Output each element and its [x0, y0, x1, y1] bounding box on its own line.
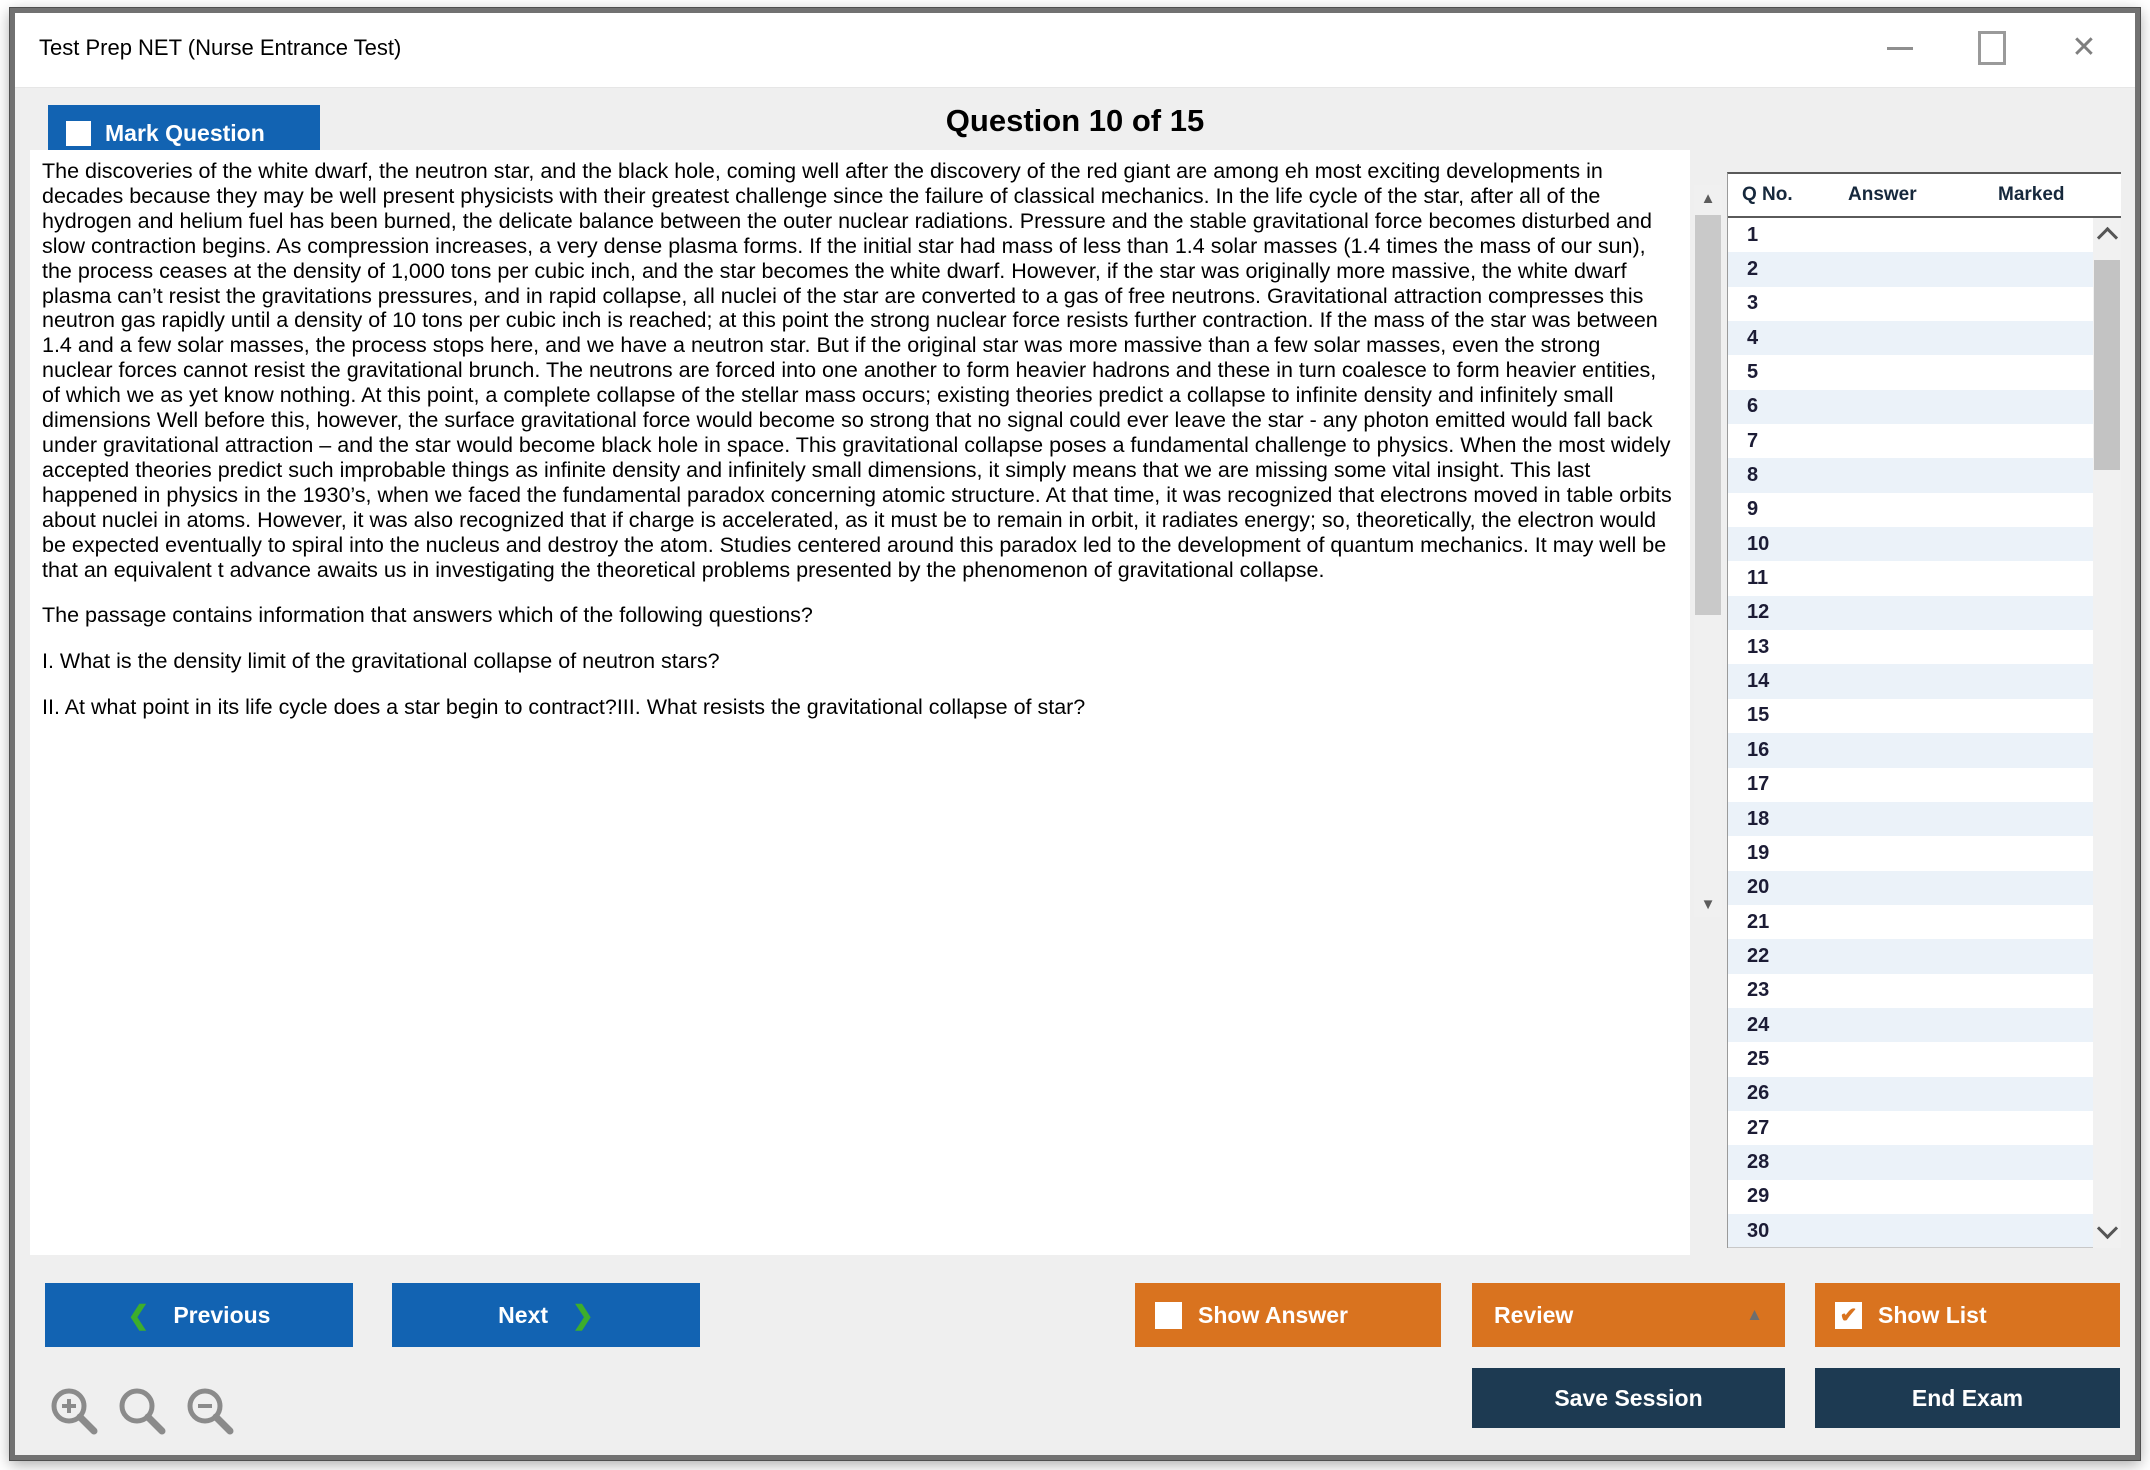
question-number: 12	[1747, 601, 1770, 624]
column-header-qno: Q No.	[1742, 184, 1793, 205]
question-row[interactable]	[1728, 1111, 2093, 1145]
question-number: 20	[1747, 876, 1770, 899]
question-number: 5	[1747, 361, 1759, 384]
question-number: 28	[1747, 1150, 1770, 1173]
question-row[interactable]	[1728, 287, 2093, 321]
question-number: 3	[1747, 292, 1759, 315]
question-number: 27	[1747, 1116, 1770, 1139]
question-number: 1	[1747, 223, 1759, 246]
scroll-down-icon[interactable]: ▼	[1700, 895, 1716, 913]
window-controls	[1883, 31, 2101, 65]
question-number: 13	[1747, 635, 1770, 658]
question-number: 8	[1747, 464, 1759, 487]
close-icon: ✕	[2071, 31, 2097, 64]
question-row[interactable]	[1728, 355, 2093, 389]
question-number: 23	[1747, 979, 1770, 1002]
question-row[interactable]	[1728, 1214, 2093, 1248]
title-bar	[15, 13, 2135, 88]
maximize-button[interactable]	[1975, 31, 2009, 65]
close-button[interactable]	[2067, 31, 2101, 65]
question-row[interactable]	[1728, 1042, 2093, 1076]
save-session-label: Save Session	[1554, 1384, 1703, 1411]
show-list-checkbox[interactable]	[1835, 1302, 1862, 1329]
question-list-body	[1728, 218, 2093, 1248]
question-list-panel	[1727, 172, 2121, 1248]
question-list-scrollbar-thumb[interactable]	[2094, 260, 2120, 470]
minimize-button[interactable]	[1883, 31, 1917, 65]
previous-button[interactable]	[45, 1283, 353, 1347]
question-row[interactable]	[1728, 1008, 2093, 1042]
window-title: Test Prep NET (Nurse Entrance Test)	[39, 35, 402, 60]
question-number: 10	[1747, 532, 1770, 555]
checkmark-icon: ✔	[1839, 1303, 1858, 1327]
question-row[interactable]	[1728, 836, 2093, 870]
question-row[interactable]	[1728, 939, 2093, 973]
scroll-down-icon[interactable]	[2097, 1218, 2118, 1239]
magnifier-icon[interactable]	[116, 1385, 168, 1437]
scroll-up-icon[interactable]: ▲	[1700, 189, 1716, 207]
zoom-toolbar	[48, 1385, 236, 1437]
question-number: 6	[1747, 395, 1759, 418]
question-row[interactable]	[1728, 252, 2093, 286]
show-list-label: Show List	[1878, 1301, 1987, 1328]
save-session-button[interactable]	[1472, 1368, 1785, 1428]
question-row[interactable]	[1728, 802, 2093, 836]
caret-up-icon: ▲	[1746, 1305, 1763, 1324]
question-number: 9	[1747, 498, 1759, 521]
question-row[interactable]	[1728, 1145, 2093, 1179]
column-header-answer: Answer	[1848, 184, 1917, 205]
show-answer-checkbox[interactable]	[1155, 1302, 1182, 1329]
question-row[interactable]	[1728, 527, 2093, 561]
question-row[interactable]	[1728, 630, 2093, 664]
maximize-icon	[1978, 31, 2006, 65]
previous-label: Previous	[173, 1301, 271, 1328]
question-row[interactable]	[1728, 493, 2093, 527]
show-list-button[interactable]	[1815, 1283, 2120, 1347]
question-row[interactable]	[1728, 218, 2093, 252]
question-list-scrollbar[interactable]	[2093, 218, 2121, 1248]
app-window	[10, 8, 2140, 1460]
question-row[interactable]	[1728, 596, 2093, 630]
question-row[interactable]	[1728, 390, 2093, 424]
question-number: 14	[1747, 670, 1770, 693]
review-button[interactable]	[1472, 1283, 1785, 1347]
next-button[interactable]	[392, 1283, 700, 1347]
question-number: 15	[1747, 704, 1770, 727]
question-row[interactable]	[1728, 321, 2093, 355]
question-number: 24	[1747, 1013, 1770, 1036]
question-number: 30	[1747, 1219, 1770, 1242]
question-item-1: I. What is the density limit of the gravitational collapse of neutron stars?	[42, 649, 720, 674]
question-row[interactable]	[1728, 561, 2093, 595]
question-row[interactable]	[1728, 1077, 2093, 1111]
show-answer-button[interactable]	[1135, 1283, 1441, 1347]
passage-scrollbar-thumb[interactable]	[1695, 215, 1721, 615]
question-row[interactable]	[1728, 664, 2093, 698]
question-row[interactable]	[1728, 458, 2093, 492]
question-row[interactable]	[1728, 733, 2093, 767]
next-label: Next	[498, 1301, 549, 1328]
question-row[interactable]	[1728, 424, 2093, 458]
question-number: 19	[1747, 841, 1770, 864]
zoom-out-icon[interactable]	[184, 1385, 236, 1437]
passage-scrollbar[interactable]	[1694, 185, 1722, 917]
question-number: 22	[1747, 944, 1770, 967]
question-number: 16	[1747, 738, 1770, 761]
chevron-left-icon: ❮	[127, 1299, 150, 1330]
minimize-icon	[1887, 47, 1913, 50]
question-row[interactable]	[1728, 974, 2093, 1008]
question-number: 25	[1747, 1047, 1770, 1070]
question-number: 18	[1747, 807, 1770, 830]
zoom-in-icon[interactable]	[48, 1385, 100, 1437]
question-number: 11	[1747, 567, 1769, 590]
question-number: 26	[1747, 1082, 1770, 1105]
passage-paragraph: The discoveries of the white dwarf, the neutron star, and the black hole, coming well after the discovery of the red giant are among eh most exciting developments in decades because they may be well present physicists with their greatest challenge since the failure of classical mechanics. In the life cycle of the star, after all of the hydrogen and helium fuel has been burned, the delicate balance between the outer nuclear radiations. Pressure and the stable gravitational force becomes disturbed and slow contraction begins. As compression increases, a very dense plasma forms. If the initial star had mass of less than 1.4 solar masses (1.4 times the mass of our sun), the process ceases at the density of 1,000 tons per cubic inch, and the star becomes the white dwarf. However, if the star was originally more massive, the white dwarf plasma can’t resist the gravitations pressures, and in rapid collapse, all nuclei of the star are converted to a gas of free neutrons. Gravitational attraction compresses this neutron gas rapidly until a density of 10 tons per cubic inch is reached; at this point the strong nuclear force resists further contraction. If the mass of the star was between 1.4 and a few solar masses, the process stops here, and we have a neutron star. But if the original star was more massive than a few solar masses, even the strong nuclear forces cannot resist the gravitational brunch. The neutrons are forced into one another to form heavier hadrons and these in turn coalesce to form heavier entities, of which we as yet know nothing. At this point, a complete collapse of the stellar mass occurs; existing theories predict a collapse to infinite density and infinitely small dimensions Well before this, however, the surface gravitational force would become so strong that no signal could ever leave the star - any photon emitted would fall back under gravitational attraction – and the star would become black hole in space. This gravitational collapse poses a fundamental challenge to physics. When the most widely accepted theories predict such improbable things as infinite density and infinitely small dimensions, it simply means that we are missing some vital insight. This last happened in physics in the 1930’s, when we faced the fundamental paradox concerning atomic structure. At that time, it was recognized that electrons moved in table orbits about nuclei in atoms. However, it was also recognized that if charge is accelerated, as it must be to remain in orbit, it radiates energy; so, theoretically, the electron would be expected eventually to spiral into the nucleus and destroy the atom. Studies centered around this paradox led to the development of quantum mechanics. It may well be that an equivalent t advance awaits us in investigating the theoretical problems presented by the phenomenon of gravitational collapse.	[42, 159, 1672, 582]
question-stem: The passage contains information that answers which of the following questions?	[42, 603, 813, 628]
question-number: 7	[1747, 429, 1759, 452]
question-item-2: II. At what point in its life cycle does a star begin to contract?III. What resists the gravitational collapse of star?	[42, 695, 1086, 720]
question-counter: Question 10 of 15	[945, 103, 1205, 138]
question-row[interactable]	[1728, 905, 2093, 939]
end-exam-label: End Exam	[1911, 1384, 2024, 1411]
chevron-right-icon: ❯	[572, 1299, 594, 1330]
question-number: 17	[1747, 773, 1770, 796]
question-row[interactable]	[1728, 768, 2093, 802]
passage-panel	[30, 150, 1690, 1255]
column-header-marked: Marked	[1998, 184, 2065, 205]
question-row[interactable]	[1728, 1180, 2093, 1214]
end-exam-button[interactable]	[1815, 1368, 2120, 1428]
review-label: Review	[1494, 1301, 1574, 1328]
scroll-up-icon[interactable]	[2097, 227, 2118, 248]
question-row[interactable]	[1728, 699, 2093, 733]
question-number: 2	[1747, 258, 1759, 281]
question-row[interactable]	[1728, 871, 2093, 905]
question-number: 21	[1747, 910, 1770, 933]
show-answer-label: Show Answer	[1198, 1301, 1348, 1328]
question-number: 29	[1747, 1185, 1770, 1208]
question-list-header	[1728, 174, 2121, 218]
question-number: 4	[1747, 326, 1759, 349]
mark-question-label: Mark Question	[105, 119, 265, 146]
